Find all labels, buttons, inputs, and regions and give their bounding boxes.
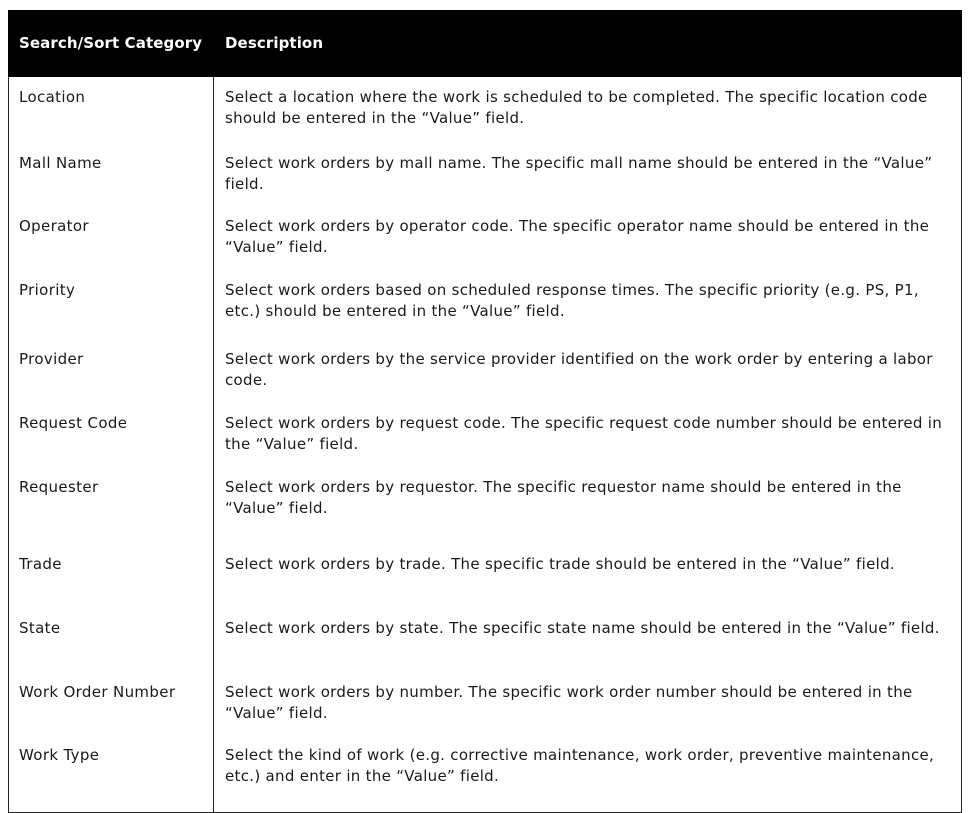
description-cell: Select work orders based on scheduled response times. The specific priority (e.g. PS, P1, etc.) should be entered in the “Value” field.: [214, 270, 962, 339]
table-row: [9, 735, 962, 813]
table-body: [9, 77, 962, 813]
table-row: [9, 270, 962, 339]
category-cell: Location: [9, 77, 214, 143]
description-cell: Select the kind of work (e.g. corrective maintenance, work order, preventive maintenance, etc.) and enter in the “Value” field.: [214, 735, 962, 813]
category-cell: Mall Name: [9, 143, 214, 206]
category-cell: Operator: [9, 206, 214, 270]
category-cell: Work Order Number: [9, 672, 214, 735]
category-cell: Requester: [9, 467, 214, 544]
table-row: [9, 403, 962, 467]
description-cell: Select work orders by trade. The specific trade should be entered in the “Value” field.: [214, 544, 962, 608]
category-column-header: Search/Sort Category: [9, 11, 214, 77]
table-row: [9, 672, 962, 735]
category-cell: Work Type: [9, 735, 214, 813]
table-row: [9, 544, 962, 608]
description-cell: Select work orders by request code. The specific request code number should be entered in the “Value” field.: [214, 403, 962, 467]
category-cell: Priority: [9, 270, 214, 339]
category-cell: Trade: [9, 544, 214, 608]
description-cell: Select a location where the work is scheduled to be completed. The specific location code should be entered in the “Value” field.: [214, 77, 962, 143]
table-row: [9, 143, 962, 206]
description-column-header: Description: [214, 11, 962, 77]
table-row: [9, 206, 962, 270]
description-cell: Select work orders by state. The specific state name should be entered in the “Value” field.: [214, 608, 962, 672]
category-cell: State: [9, 608, 214, 672]
table-row: [9, 77, 962, 143]
description-cell: Select work orders by requestor. The specific requestor name should be entered in the “Value” field.: [214, 467, 962, 544]
description-cell: Select work orders by operator code. The specific operator name should be entered in the “Value” field.: [214, 206, 962, 270]
search-sort-category-table: [8, 10, 962, 813]
table-row: [9, 467, 962, 544]
description-cell: Select work orders by the service provider identified on the work order by entering a labor code.: [214, 339, 962, 403]
description-cell: Select work orders by number. The specific work order number should be entered in the “Value” field.: [214, 672, 962, 735]
table-header-row: [9, 11, 962, 77]
table-row: [9, 339, 962, 403]
table-row: [9, 608, 962, 672]
category-cell: Provider: [9, 339, 214, 403]
description-cell: Select work orders by mall name. The specific mall name should be entered in the “Value” field.: [214, 143, 962, 206]
category-cell: Request Code: [9, 403, 214, 467]
